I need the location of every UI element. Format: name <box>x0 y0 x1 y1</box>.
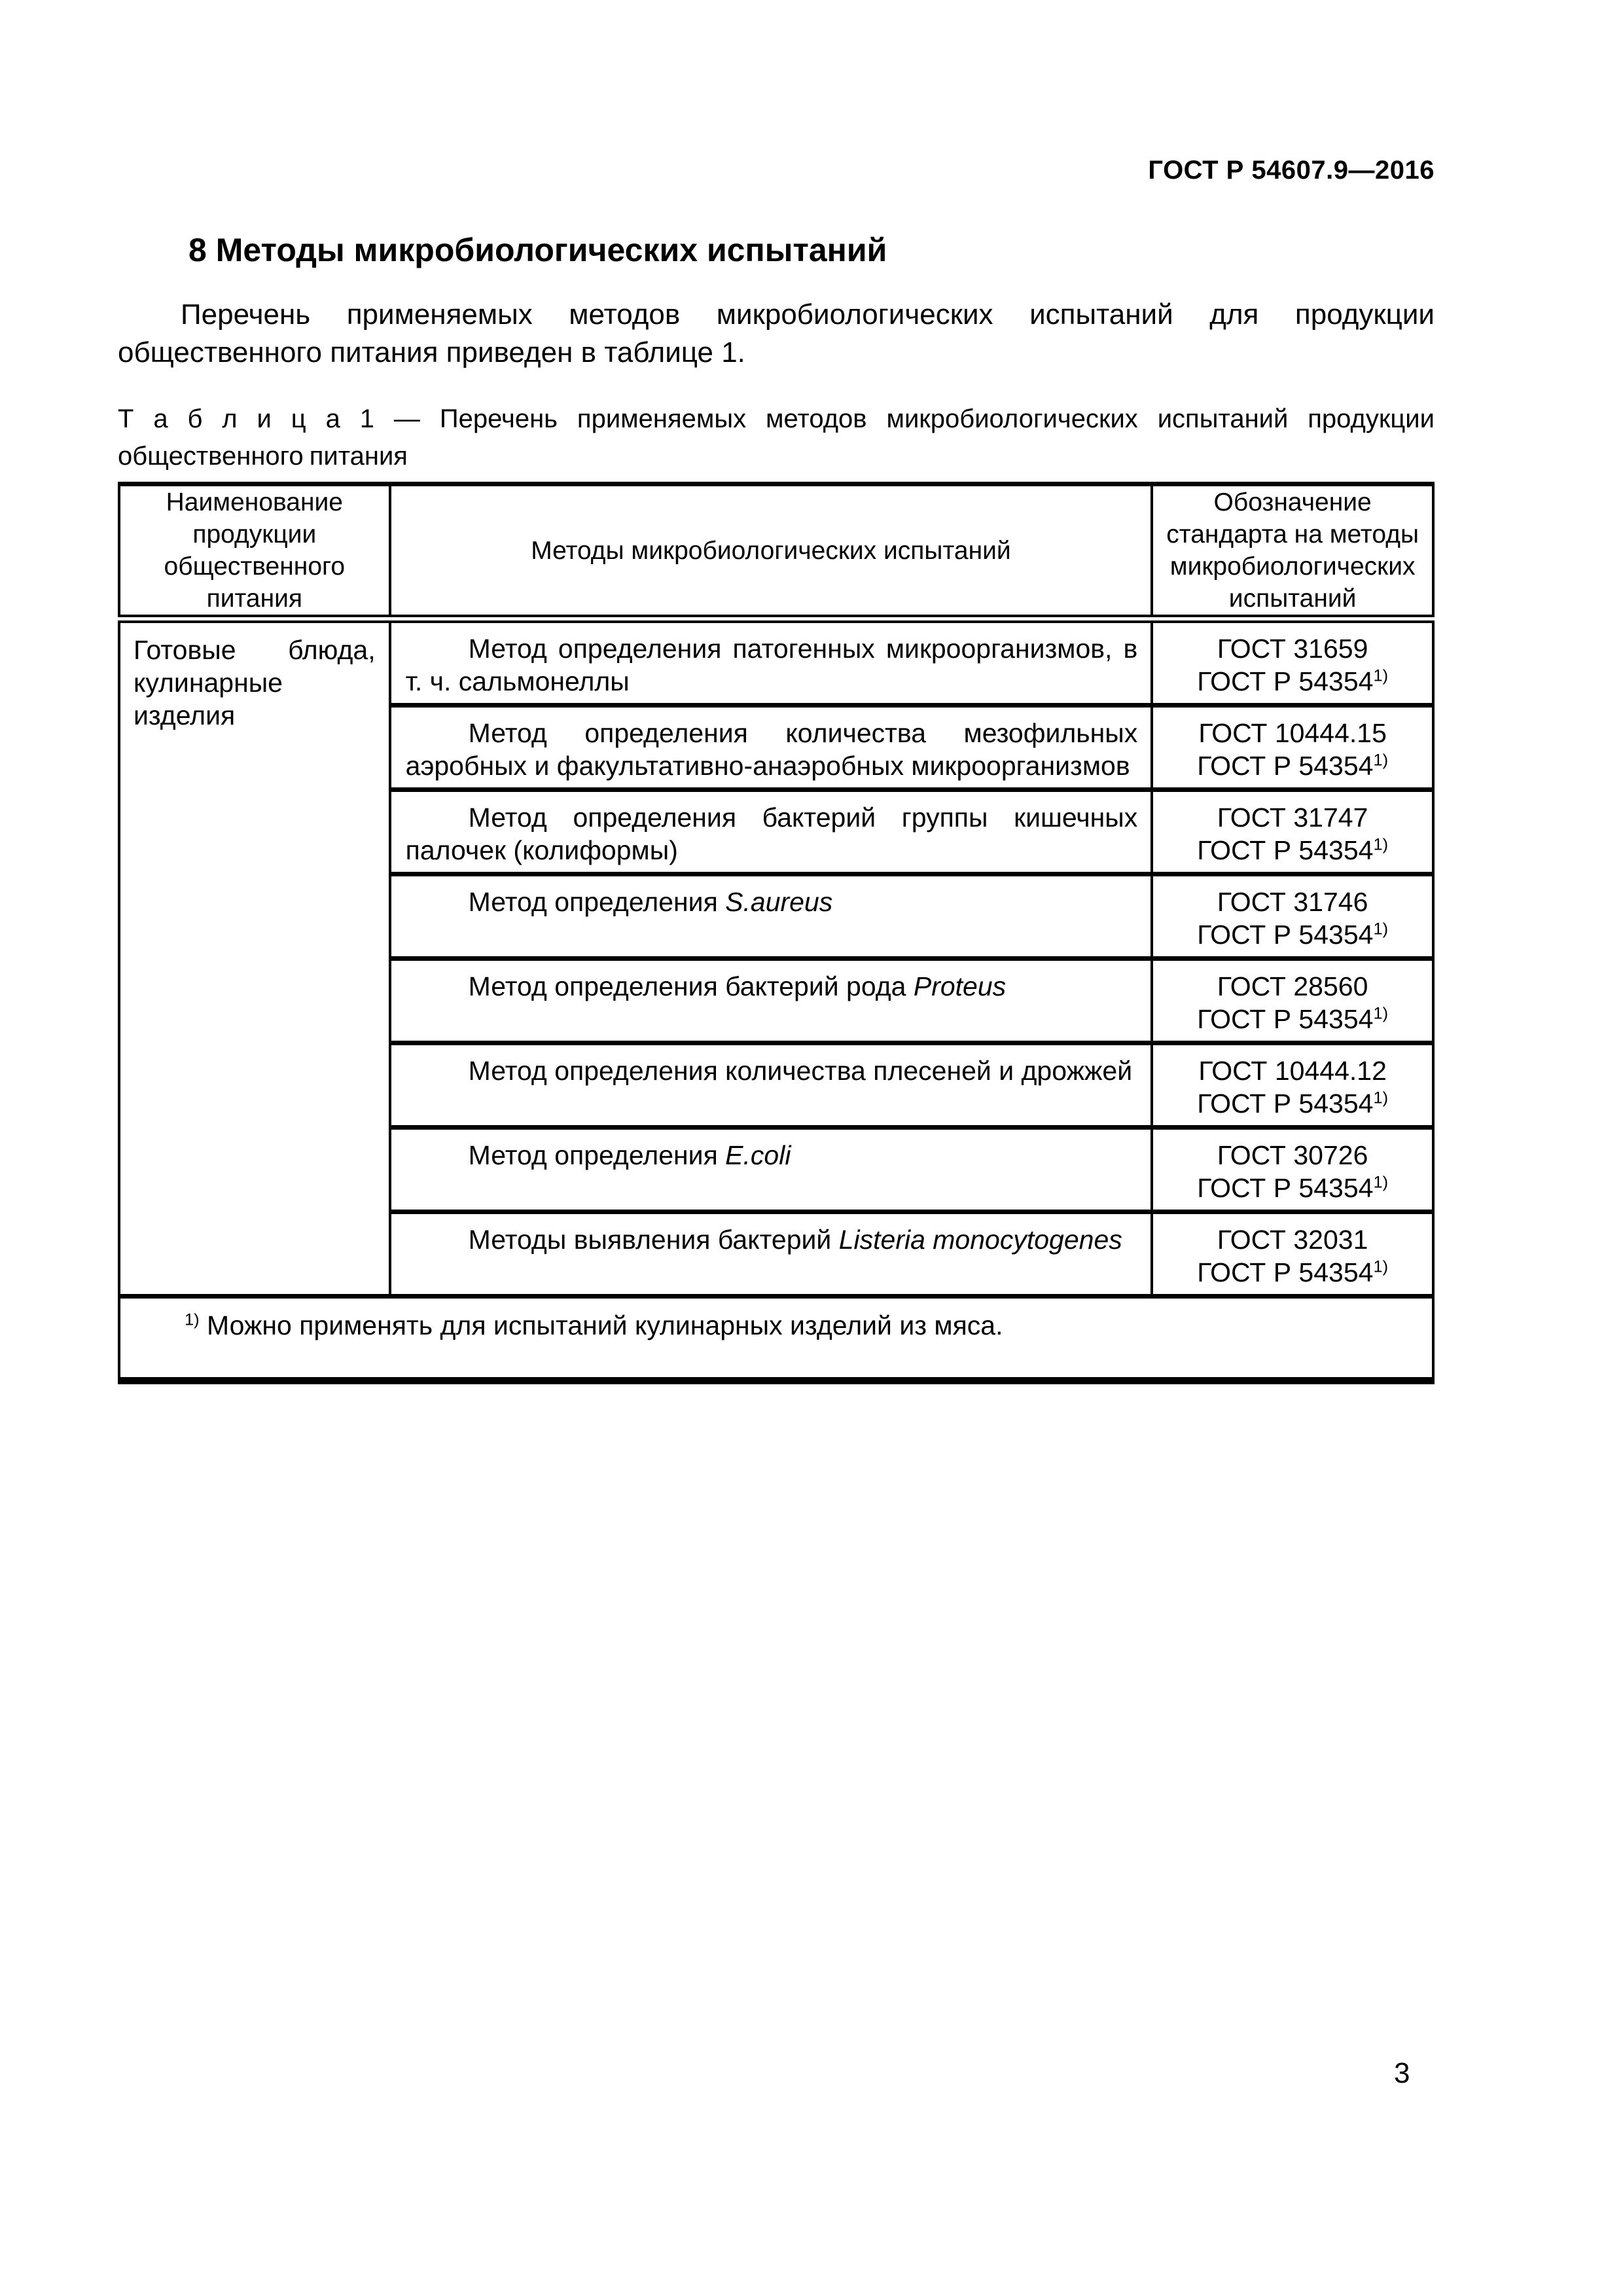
gost-r-number: ГОСТ Р 54354 <box>1197 751 1374 781</box>
column-header-standard: Обозначение стандарта на методы микробиологических испытаний <box>1152 484 1433 619</box>
table-header-row <box>119 484 1433 619</box>
gost-r-number: ГОСТ Р 54354 <box>1197 1173 1374 1203</box>
product-cell: Готовые блюда, кулинарные изделия <box>119 619 390 1297</box>
method-text: Метод определения <box>468 1140 726 1170</box>
column-header-methods: Методы микробиологических испытаний <box>390 484 1152 619</box>
intro-paragraph: Перечень применяемых методов микробиологических испытаний для продукции общественного питания приведен в таблице 1. <box>118 298 1435 368</box>
gost-number: ГОСТ 31659 <box>1217 634 1368 664</box>
footnote-ref: 1) <box>1373 1257 1389 1276</box>
footnote-cell <box>119 1297 1433 1381</box>
standard-cell <box>1152 1212 1433 1297</box>
page-number: 3 <box>1394 2057 1410 2089</box>
standard-cell <box>1152 1043 1433 1128</box>
footnote-ref: 1) <box>1373 666 1389 685</box>
footnote-ref: 1) <box>1373 751 1389 770</box>
method-text: Метод определения патогенных микроорганизмов, в т. ч. сальмонеллы <box>405 634 1138 696</box>
footnote-ref: 1) <box>1373 1088 1389 1107</box>
gost-r-number: ГОСТ Р 54354 <box>1197 666 1374 696</box>
standard-cell <box>1152 959 1433 1043</box>
method-text: Метод определения количества мезофильных аэробных и факультативно-анаэробных микроорганизмов <box>405 718 1138 781</box>
standard-cell <box>1152 874 1433 959</box>
footnote-row <box>119 1297 1433 1381</box>
gost-number: ГОСТ 10444.12 <box>1198 1056 1387 1086</box>
method-text: Метод определения бактерий группы кишечных палочек (колиформы) <box>405 802 1138 865</box>
table-row <box>119 619 1433 706</box>
method-italic: Listeria monocytogenes <box>838 1225 1122 1255</box>
method-cell <box>390 874 1152 959</box>
gost-number: ГОСТ 31747 <box>1217 802 1368 833</box>
method-text: Метод определения количества плесеней и дрожжей <box>468 1056 1133 1086</box>
method-cell <box>390 959 1152 1043</box>
gost-number: ГОСТ 31746 <box>1217 887 1368 917</box>
method-cell <box>390 619 1152 706</box>
table-caption-text: Перечень применяемых методов микробиологических испытаний продукции общественного питания <box>118 404 1435 471</box>
running-header: ГОСТ Р 54607.9—2016 <box>1148 156 1435 185</box>
method-cell <box>390 1212 1152 1297</box>
method-cell <box>390 1043 1152 1128</box>
method-italic: E.coli <box>725 1140 791 1170</box>
gost-r-number: ГОСТ Р 54354 <box>1197 1004 1374 1034</box>
standard-cell <box>1152 1128 1433 1212</box>
gost-r-number: ГОСТ Р 54354 <box>1197 1257 1374 1287</box>
gost-number: ГОСТ 30726 <box>1217 1140 1368 1170</box>
column-header-product: Наименование продукции общественного питания <box>119 484 390 619</box>
method-italic: S.aureus <box>725 887 833 917</box>
footnote-text: Можно применять для испытаний кулинарных изделий из мяса. <box>207 1310 1003 1340</box>
footnote-ref: 1) <box>1373 835 1389 854</box>
table-caption <box>118 401 1435 475</box>
footnote-ref: 1) <box>1373 1173 1389 1192</box>
content-area <box>118 0 1435 1384</box>
method-cell <box>390 706 1152 790</box>
gost-number: ГОСТ 32031 <box>1217 1225 1368 1255</box>
method-italic: Proteus <box>913 971 1007 1001</box>
footnote-ref: 1) <box>1373 920 1389 939</box>
gost-r-number: ГОСТ Р 54354 <box>1197 920 1374 950</box>
method-text: Методы выявления бактерий <box>468 1225 839 1255</box>
standard-cell <box>1152 790 1433 874</box>
method-text: Метод определения <box>468 887 726 917</box>
gost-r-number: ГОСТ Р 54354 <box>1197 1088 1374 1119</box>
method-cell <box>390 790 1152 874</box>
method-text: Метод определения бактерий рода <box>468 971 914 1001</box>
method-cell <box>390 1128 1152 1212</box>
standard-cell <box>1152 706 1433 790</box>
footnote-ref: 1) <box>1373 1004 1389 1023</box>
standard-cell <box>1152 619 1433 706</box>
gost-r-number: ГОСТ Р 54354 <box>1197 835 1374 865</box>
table-caption-label: Т а б л и ц а 1 — <box>118 404 440 433</box>
section-heading: 8 Методы микробиологических испытаний <box>188 232 887 268</box>
gost-number: ГОСТ 28560 <box>1217 971 1368 1001</box>
footnote-marker: 1) <box>185 1310 200 1329</box>
gost-number: ГОСТ 10444.15 <box>1198 718 1387 748</box>
methods-table <box>118 482 1435 1384</box>
